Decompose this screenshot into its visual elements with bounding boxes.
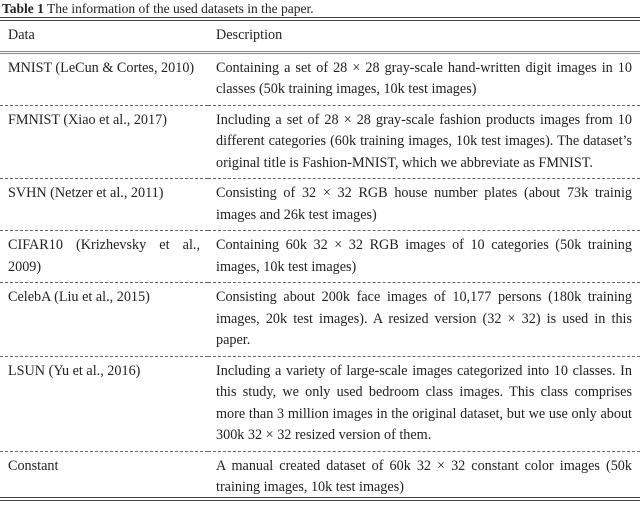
caption-label: Table 1 <box>2 1 44 16</box>
row-data: MNIST (LeCun & Cortes, 2010) <box>0 53 208 106</box>
table-row <box>0 179 640 231</box>
row-description: Containing a set of 28 × 28 gray-scale hand-written digit images in 10 classes (50k training images, 10k test images) <box>208 53 640 106</box>
row-data: LSUN (Yu et al., 2016) <box>0 356 208 451</box>
table-row <box>0 356 640 451</box>
row-data: CelebA (Liu et al., 2015) <box>0 283 208 357</box>
row-data: Constant <box>8 457 59 474</box>
table-row <box>0 231 640 283</box>
table-header-row <box>0 22 640 53</box>
table-row <box>0 283 640 357</box>
top-rule <box>0 17 640 21</box>
table-row <box>0 105 640 179</box>
row-data: FMNIST (Xiao et al., 2017) <box>0 105 208 179</box>
header-description: Description <box>216 27 283 43</box>
table-row <box>0 53 640 106</box>
row-description: Consisting about 200k face images of 10,177 persons (180k training images, 20k test images). A resized version (32 × 32) is used in this paper. <box>208 283 640 357</box>
datasets-table <box>0 22 640 503</box>
table-row <box>0 451 640 503</box>
table-caption <box>2 0 314 17</box>
row-description: A manual created dataset of 60k 32 × 32 constant color images (50k training images, 10k test images) <box>216 457 632 495</box>
row-data: CIFAR10 (Krizhevsky et al., 2009) <box>0 231 208 283</box>
row-description: Containing 60k 32 × 32 RGB images of 10 categories (50k training images, 10k test images) <box>208 231 640 283</box>
row-description: Including a variety of large-scale images categorized into 10 classes. In this study, we only used bedroom class images. This class comprises more than 3 million images in the original dataset, but we use only about 300k 32 × 32 resized version of them. <box>208 356 640 451</box>
row-description: Including a set of 28 × 28 gray-scale fashion products images from 10 different categories (60k training images, 10k test images). The dataset’s original title is Fashion-MNIST, which we abbreviate as FMNIST. <box>208 105 640 179</box>
row-data: SVHN (Netzer et al., 2011) <box>0 179 208 231</box>
row-description: Consisting of 32 × 32 RGB house number plates (about 73k trainig images and 26k test images) <box>208 179 640 231</box>
caption-text: The information of the used datasets in the paper. <box>47 1 314 16</box>
header-data: Data <box>8 27 35 43</box>
